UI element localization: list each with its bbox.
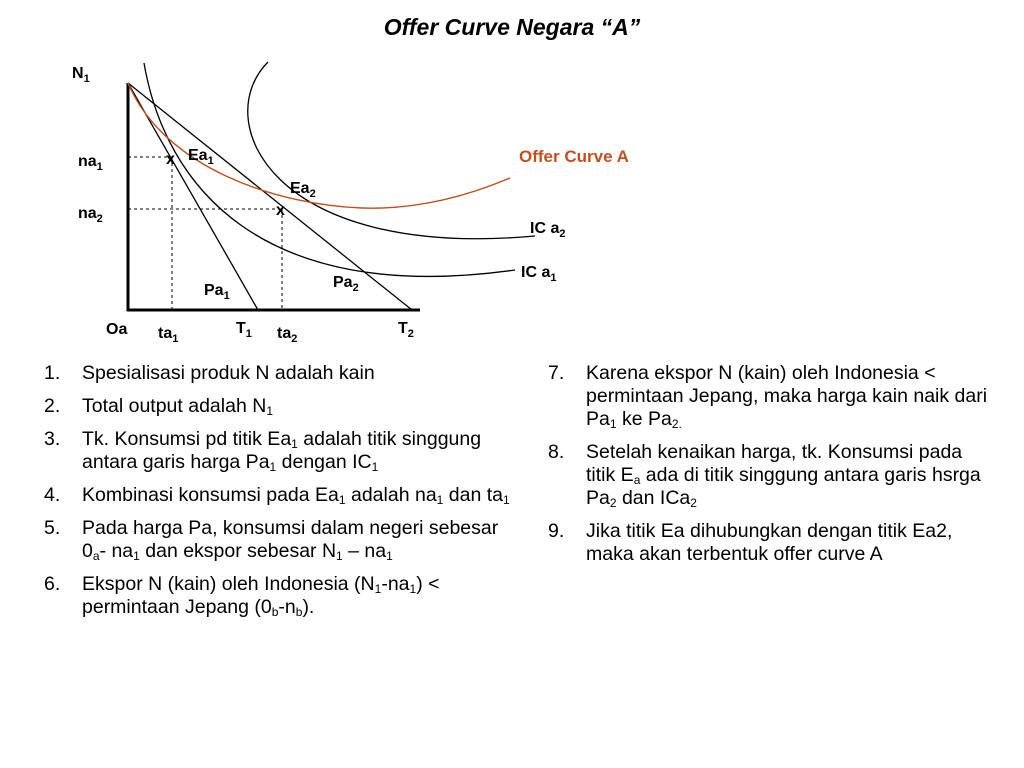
point-text: Pada harga Pa, konsumsi dalam negeri sebesar $0_a-$ $na_1$ dan ekspor sebesar $N_1 - na_1$: [82, 517, 499, 563]
point-number: 4.: [44, 484, 61, 506]
point-text: Jika titik Ea dihubungkan dengan titik Ea2, maka akan terbentuk offer curve A: [586, 520, 953, 565]
label-ta2: $ta_2$: [277, 325, 298, 345]
point-text: Spesialisasi produk N adalah kain: [82, 362, 375, 384]
point-item: [548, 441, 988, 510]
label-ea2: $Ea_2$: [290, 180, 316, 200]
offer-curve-diagram: [0, 0, 1024, 360]
label-n1: $N_1$: [72, 65, 90, 85]
label-ea1: $Ea_1$: [188, 147, 214, 167]
point-text: Kombinasi konsumsi pada $Ea_1$ adalah $na_1$ dan $ta_1$: [82, 484, 510, 507]
label-ica2: IC $a_2$: [530, 220, 566, 240]
point-text: Ekspor N (kain) oleh Indonesia $(N_1-na_1)$ < permintaan Jepang $(0_b-n_b)$.: [82, 573, 440, 619]
label-na2: $na_2$: [78, 205, 103, 225]
label-na1: $na_1$: [78, 153, 103, 173]
point-number: 3.: [44, 428, 61, 450]
point-ea2-marker: x: [276, 202, 285, 219]
point-number: 6.: [44, 573, 61, 595]
label-offer-curve-a: Offer Curve A: [519, 147, 629, 166]
point-item: [548, 520, 988, 566]
price-line-pa2: [128, 83, 412, 310]
point-item: [44, 573, 514, 619]
indifference-curve-ica2: [248, 62, 535, 239]
point-text: Setelah kenaikan harga, tk. Konsumsi pada titik $E_a$ ada di titik singgung antara garis hsrga $Pa_2$ dan ICa$_2$: [586, 441, 981, 510]
offer-curve-a: [128, 83, 510, 208]
slide-title: Offer Curve Negara “A”: [383, 14, 641, 40]
label-pa2: $Pa_2$: [333, 274, 359, 294]
label-t1: $T_1$: [236, 320, 252, 340]
point-item: [44, 395, 514, 418]
point-number: 7.: [548, 362, 565, 384]
point-item: [44, 517, 514, 563]
point-item: [44, 428, 514, 474]
label-ta1: $ta_1$: [158, 325, 179, 345]
point-text: Tk. Konsumsi pd titik $Ea_1$ adalah titik singgung antara garis harga $Pa_1$ dengan $IC_1$: [82, 428, 482, 474]
points-list-left: [44, 362, 514, 629]
point-item: [44, 484, 514, 507]
label-ica1: IC $a_1$: [521, 264, 557, 284]
point-number: 9.: [548, 520, 565, 542]
point-number: 5.: [44, 517, 61, 539]
point-number: 2.: [44, 395, 61, 417]
point-item: [548, 362, 988, 431]
label-t2: $T_2$: [398, 320, 414, 340]
point-number: 1.: [44, 362, 61, 384]
point-text: Total output adalah $N_1$: [82, 395, 273, 418]
points-list-right: [548, 362, 988, 576]
point-text: Karena ekspor N (kain) oleh Indonesia < permintaan Jepang, maka harga kain naik dari $Pa_1$ ke $Pa_{2.}$: [586, 362, 988, 431]
point-ea1-marker: x: [166, 151, 175, 168]
point-number: 8.: [548, 441, 565, 463]
label-origin-oa: Oa: [106, 321, 128, 338]
point-item: [44, 362, 514, 385]
label-pa1: $Pa_1$: [204, 282, 230, 302]
